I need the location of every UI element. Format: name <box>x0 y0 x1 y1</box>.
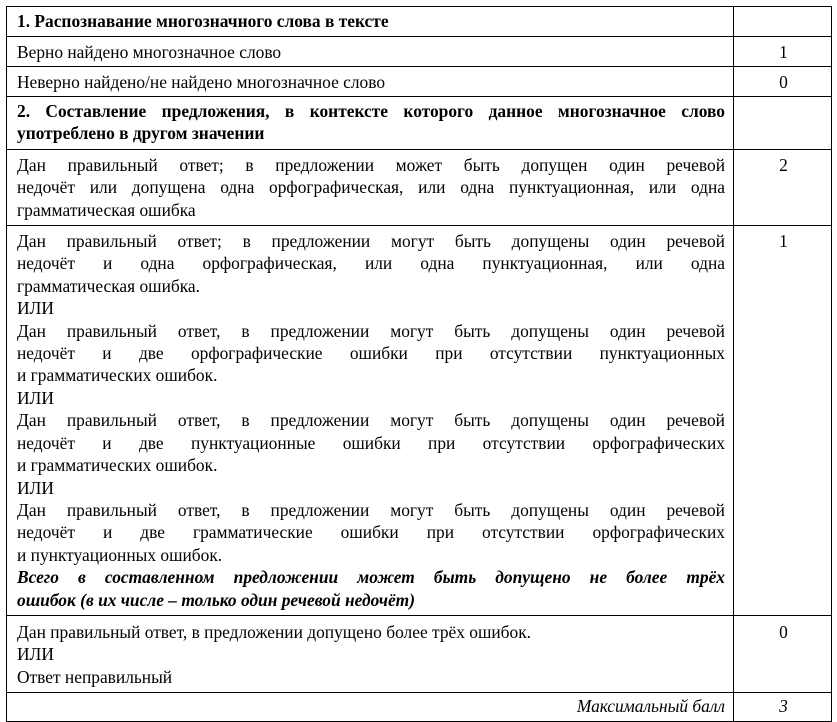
text-line: грамматическая ошибка. <box>17 275 200 296</box>
or-separator: ИЛИ <box>17 298 54 319</box>
criterion-row <box>7 149 832 225</box>
criterion-row <box>7 37 832 67</box>
criterion-score: 0 <box>734 615 832 692</box>
text-line: и пунктуационных ошибок. <box>17 544 223 565</box>
text-line: Дан правильный ответ; в предложении может быть допущен один речевой <box>17 154 725 175</box>
text-line: Дан правильный ответ, в предложении допущено более трёх ошибок. <box>17 621 532 642</box>
text-line: Ответ неправильный <box>17 666 173 687</box>
note-line: Всего в составленном предложении может быть допущено не более трёх <box>17 567 725 588</box>
criterion-text <box>7 226 734 616</box>
text-line: Дан правильный ответ, в предложении могут быть допущены один речевой <box>17 499 725 520</box>
text-line: и грамматических ошибок. <box>17 455 218 476</box>
text-line: недочёт и одна орфографическая, или одна пунктуационная, или одна <box>17 253 725 274</box>
section-2-title: 2. Составление предложения, в контексте которого данное многозначное слово употреблено в другом значении <box>7 97 734 150</box>
or-separator: ИЛИ <box>17 477 54 498</box>
text-line: недочёт и две пунктуационные ошибки при отсутствии орфографических <box>17 432 725 453</box>
section-2-header-row <box>7 97 832 150</box>
text-line: Дан правильный ответ; в предложении могут быть допущены один речевой <box>17 231 725 252</box>
text-line: и грамматических ошибок. <box>17 365 218 386</box>
text-line: недочёт и две орфографические ошибки при отсутствии пунктуационных <box>17 343 725 364</box>
criterion-row <box>7 67 832 97</box>
max-score-row <box>7 693 832 722</box>
text-line: Дан правильный ответ, в предложении могут быть допущены один речевой <box>17 410 725 431</box>
criterion-score: 1 <box>734 37 832 67</box>
section-1-score-cell <box>734 7 832 37</box>
text-line: Дан правильный ответ, в предложении могут быть допущены один речевой <box>17 320 725 341</box>
note-line: ошибок (в их числе – только один речевой недочёт) <box>17 589 415 610</box>
criterion-row <box>7 226 832 616</box>
criterion-text: Верно найдено многозначное слово <box>7 37 734 67</box>
criterion-text <box>7 615 734 692</box>
text-line: недочёт или допущена одна орфографическая, или одна пунктуационная, или одна <box>17 177 725 198</box>
criterion-score: 0 <box>734 67 832 97</box>
text-line: грамматическая ошибка <box>17 199 196 220</box>
grading-criteria-table <box>6 6 832 722</box>
criterion-score: 2 <box>734 149 832 225</box>
or-separator: ИЛИ <box>17 387 54 408</box>
criterion-text: Неверно найдено/не найдено многозначное слово <box>7 67 734 97</box>
criterion-score: 1 <box>734 226 832 616</box>
text-line: недочёт и две грамматические ошибки при отсутствии орфографических <box>17 522 725 543</box>
criterion-text <box>7 149 734 225</box>
section-1-header-row <box>7 7 832 37</box>
section-2-score-cell <box>734 97 832 150</box>
criterion-row <box>7 615 832 692</box>
max-score-label: Максимальный балл <box>7 693 734 722</box>
max-score-value: 3 <box>734 693 832 722</box>
or-separator: ИЛИ <box>17 644 54 665</box>
section-1-title: 1. Распознавание многозначного слова в тексте <box>7 7 734 37</box>
